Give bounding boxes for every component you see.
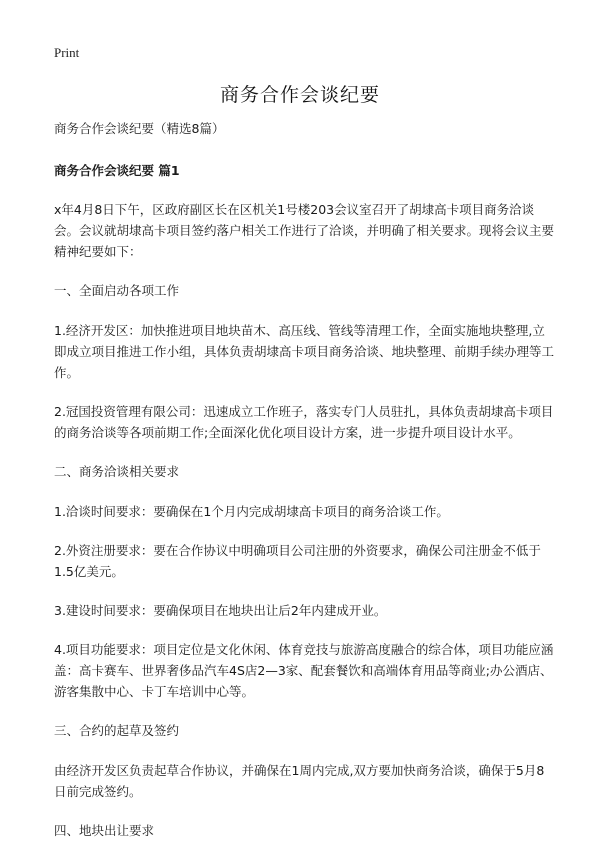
section-heading: 四、地块出让要求 (54, 823, 155, 838)
article-heading: 商务合作会谈纪要 篇1 (54, 163, 180, 178)
section-heading: 二、商务洽谈相关要求 (54, 464, 180, 479)
section-heading: 一、全面启动各项工作 (54, 283, 180, 298)
section-paragraph: 1.洽谈时间要求：要确保在1个月内完成胡埭高卡项目的商务洽谈工作。 (54, 504, 449, 519)
section-paragraph: 2.冠国投资管理有限公司：迅速成立工作班子，落实专门人员驻扎，具体负责胡埭高卡项目的商务洽谈等各项前期工作;全面深化优化项目设计方案，进一步提升项目设计水平。 (54, 404, 554, 440)
document-content (54, 118, 554, 860)
section-paragraph: 2.外资注册要求：要在合作协议中明确项目公司注册的外资要求，确保公司注册金不低于1.5亿美元。 (54, 543, 541, 579)
section-paragraph: 由经济开发区负责起草合作协议，并确保在1周内完成,双方要加快商务洽谈，确保于5月8日前完成签约。 (54, 763, 545, 799)
document-subtitle: 商务合作会谈纪要（精选8篇） (54, 121, 225, 136)
document-title: 商务合作会谈纪要 (219, 84, 380, 106)
section-paragraph: 3.建设时间要求：要确保项目在地块出让后2年内建成开业。 (54, 603, 387, 618)
print-label: Print (54, 45, 80, 60)
section-paragraph: 1.经济开发区：加快推进项目地块苗木、高压线、管线等清理工作，全面实施地块整理,立即成立项目推进工作小组，具体负责胡埭高卡项目商务洽谈、地块整理、前期手续办理等工作。 (54, 323, 555, 380)
intro-paragraph: x年4月8日下午，区政府副区长在区机关1号楼203会议室召开了胡埭高卡项目商务洽谈会。会议就胡埭高卡项目签约落户相关工作进行了洽谈，并明确了相关要求。现将会议主要精神纪要如下： (54, 202, 555, 259)
section-heading: 三、合约的起草及签约 (54, 723, 180, 738)
section-paragraph: 4.项目功能要求：项目定位是文化休闲、体育竞技与旅游高度融合的综合体，项目功能应涵盖：高卡赛车、世界奢侈品汽车4S店2—3家、配套餐饮和高端体育用品等商业;办公酒店、游客集散中心、卡丁车培训中心等。 (54, 642, 554, 699)
